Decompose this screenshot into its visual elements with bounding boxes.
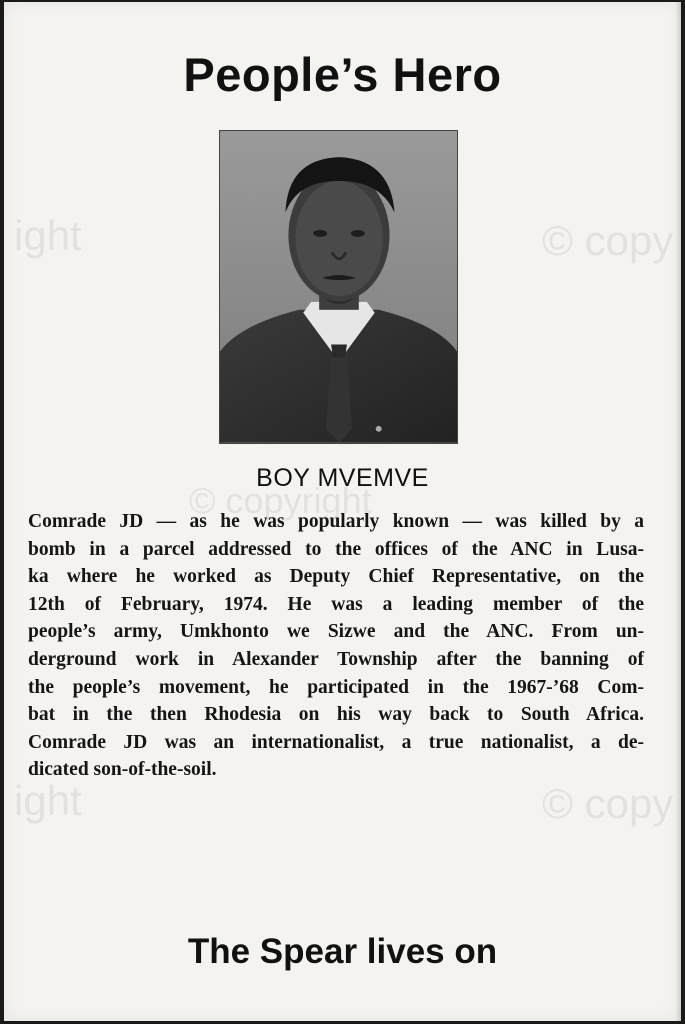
- biography-line: derground work in Alexander Township after the banning of: [28, 648, 644, 670]
- biography-line: 12th of February, 1974. He was a leading member of the: [28, 593, 644, 615]
- biography-line: the people’s movement, he participated in the 1967-’68 Com-: [28, 676, 644, 698]
- hero-name: BOY MVEMVE: [256, 464, 429, 492]
- watermark-text: © copy: [542, 780, 674, 827]
- page-edge-shadow: [675, 2, 681, 1021]
- biography-line: ka where he worked as Deputy Chief Representative, on the: [28, 566, 644, 588]
- poster-card: [4, 2, 681, 1021]
- watermark-text: © copyright: [189, 480, 372, 521]
- footer-slogan: The Spear lives on: [187, 932, 498, 971]
- biography-line: Comrade JD — as he was popularly known — was killed by a: [28, 511, 644, 532]
- biography-line: bat in the then Rhodesia on his way back to South Africa.: [28, 704, 644, 726]
- biography-line: Comrade JD was an internationalist, a true nationalist, a de-: [28, 731, 644, 753]
- biography-line: dicated son-of-the-soil.: [28, 759, 217, 781]
- biography-line: people’s army, Umkhonto we Sizwe and the ANC. From un-: [28, 621, 644, 643]
- watermark-text: ight: [14, 212, 82, 259]
- biography-paragraph: [28, 508, 644, 784]
- watermark-text: © copy: [542, 217, 674, 264]
- portrait-photo: [219, 130, 458, 444]
- page-title: People’s Hero: [183, 48, 502, 101]
- portrait-image: [220, 131, 457, 443]
- watermark-text: ight: [14, 777, 82, 824]
- biography-line: bomb in a parcel addressed to the offices of the ANC in Lusa-: [28, 538, 644, 560]
